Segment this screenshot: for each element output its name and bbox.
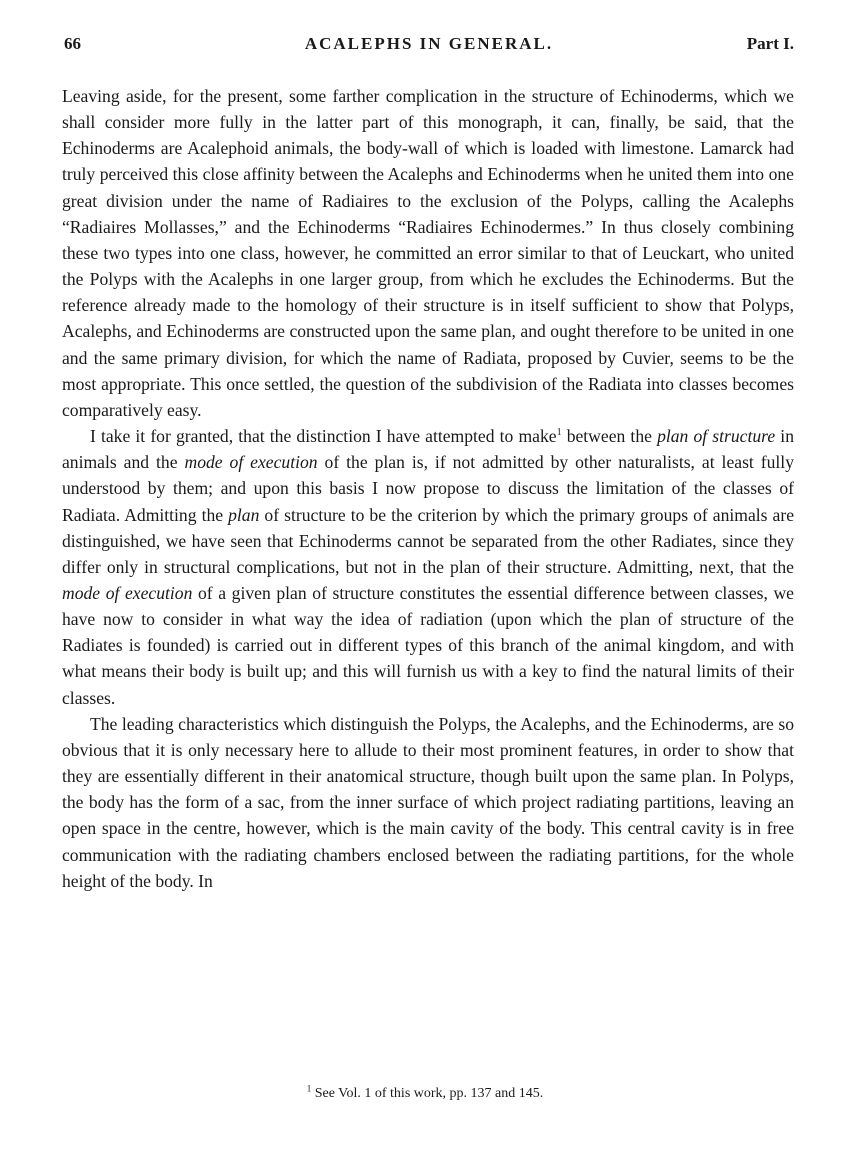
paragraph-2-text: in animals and the: [62, 426, 794, 473]
paragraph-2-text: of structure to be the criterion by which the primary groups of animals are distinguished, we have seen that Echinoderms cannot be separated from the other Radiates, since they differ only in structural complications, but not in the plan of their structure. Admitting, next, that the: [62, 504, 794, 577]
paragraph-2: [62, 423, 794, 711]
paragraph-2-text: between the: [561, 426, 658, 447]
emphasis-mode-of-execution: mode of execution: [184, 452, 318, 473]
paragraph-2-text: I take it for granted, that the distinction I have attempted to make: [90, 426, 557, 447]
page-number: 66: [64, 34, 81, 53]
footnote-marker: 1: [306, 1083, 312, 1094]
running-header: [64, 34, 794, 58]
running-title: ACALEPHS IN GENERAL.: [304, 34, 554, 53]
emphasis-plan-of-structure: plan of structure: [657, 426, 776, 447]
paragraph-1: Leaving aside, for the present, some farther complication in the structure of Echinoderms, which we shall consider more fully in the latter part of this monograph, it can, finally, be said, that the Echinoderms are Acalephoid animals, the body-wall of which is loaded with limestone. Lamarck had truly perceived this close affinity between the Acalephs and Echinoderms when he united them into one great division under the name of Radiaires to the exclusion of the Polyps, calling the Acalephs “Radiaires Mollasses,” and the Echinoderms “Radiaires Echinodermes.” In thus closely combining these two types into one class, however, he committed an error similar to that of Leuckart, who united the Polyps with the Acalephs in one larger group, from which he excludes the Echinoderms. But the reference already made to the homology of their structure is in itself sufficient to show that Polyps, Acalephs, and Echinoderms are constructed upon the same plan, and ought therefore to be united in one and the same primary division, for which the name of Radiata, proposed by Cuvier, seems to be the most appropriate. This once settled, the question of the subdivision of the Radiata into classes becomes comparatively easy.: [62, 86, 794, 420]
paragraph-2-text: of a given plan of structure constitutes the essential difference between classes, we have now to consider in what way the idea of radiation (upon which the plan of structure of the Radiates is founded) is carried out in different types of this branch of the animal kingdom, and with what means their body is built up; and this will furnish us with a key to find the natural limits of their classes.: [62, 582, 794, 708]
part-label: Part I.: [746, 34, 794, 53]
main-text: [62, 83, 794, 894]
emphasis-mode-of-execution: mode of execution: [62, 582, 193, 603]
footnote-reference: 1: [556, 427, 562, 439]
paragraph-3: The leading characteristics which distinguish the Polyps, the Acalephs, and the Echinoderms, are so obvious that it is only necessary here to allude to their most prominent features, in order to show that they are essentially different in their anatomical structure, though built upon the same plan. In Polyps, the body has the form of a sac, from the inner surface of which project radiating partitions, leaving an open space in the centre, however, which is the main cavity of the body. This central cavity is in free communication with the radiating chambers enclosed between the radiating partitions, for the whole height of the body. In: [62, 713, 794, 891]
footnote: [0, 1083, 850, 1102]
emphasis-plan: plan: [228, 504, 260, 525]
footnote-text: See Vol. 1 of this work, pp. 137 and 145.: [311, 1086, 544, 1101]
paragraph-2-text: of the plan is, if not admitted by other naturalists, at least fully understood by them; and upon this basis I now propose to discuss the limitation of the classes of Radiata. Admitting the: [62, 452, 794, 525]
